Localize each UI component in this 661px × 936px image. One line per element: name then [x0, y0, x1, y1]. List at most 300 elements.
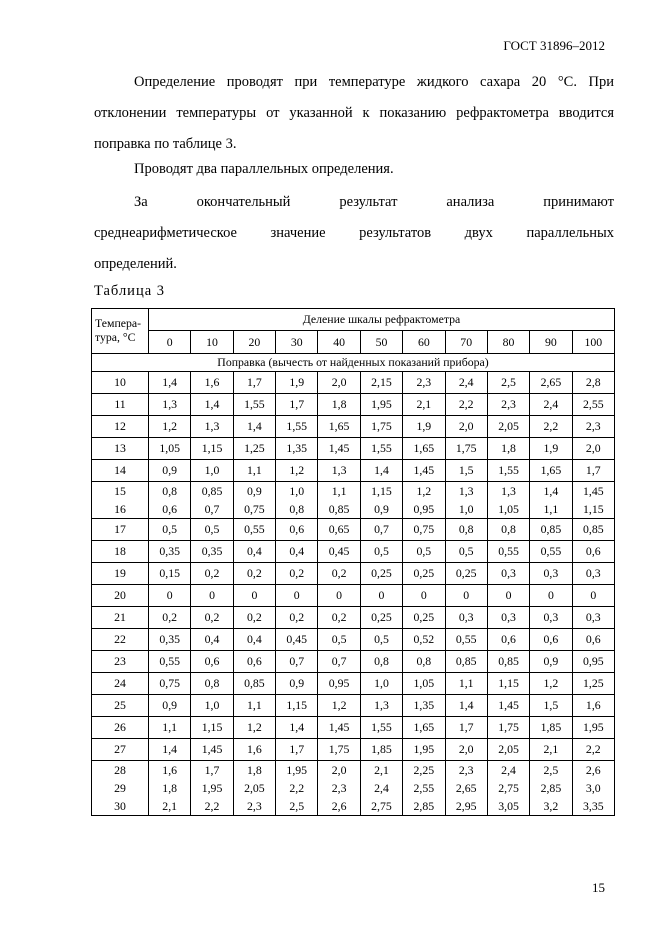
correction-cell [149, 394, 191, 416]
correction-value: 0,5 [458, 544, 474, 558]
paragraph-temperature [94, 67, 614, 160]
correction-cell [572, 372, 614, 394]
correction-value: 0,8 [204, 676, 220, 690]
correction-value: 1,2 [416, 484, 432, 498]
correction-value: 1,75 [455, 441, 477, 455]
correction-value: 1,2 [247, 720, 262, 734]
scale-column-header: 30 [276, 331, 318, 354]
temperature-cell [92, 739, 149, 761]
temperature-cell [92, 460, 149, 482]
temperature-cell [92, 541, 149, 563]
correction-cell [360, 607, 402, 629]
paragraph-text: Определение проводят при температуре жидкого сахара 20 °С. При отклонении температуры от указанной к показанию рефрактометра вводится поправка по таблице 3. [94, 74, 614, 152]
correction-cell [530, 416, 572, 438]
correction-cell [403, 739, 445, 761]
paragraph-line: За окончательный результат анализа принимают [134, 194, 614, 210]
correction-cell [403, 416, 445, 438]
correction-cell [318, 607, 360, 629]
correction-cell [191, 563, 233, 585]
correction-value: 0,4 [247, 632, 262, 646]
correction-value: 0,6 [162, 502, 178, 516]
temperature-cell [92, 394, 149, 416]
correction-value: 0 [166, 588, 173, 602]
correction-value: 0,3 [543, 610, 559, 624]
correction-cell [360, 438, 402, 460]
correction-value: 2,4 [501, 763, 516, 777]
correction-cell [233, 651, 275, 673]
correction-value: 1,4 [289, 720, 305, 734]
correction-cell [276, 629, 318, 651]
correction-cell [403, 607, 445, 629]
correction-cell [572, 416, 614, 438]
correction-value: 0,55 [540, 544, 562, 558]
temperature-cell [92, 761, 149, 816]
correction-value: 0,9 [543, 654, 559, 668]
table-row [92, 717, 615, 739]
correction-cell [572, 541, 614, 563]
table-row [92, 394, 615, 416]
correction-value: 0 [463, 588, 470, 602]
correction-cell [318, 372, 360, 394]
temperature-value: 16 [114, 502, 126, 516]
correction-cell [530, 585, 572, 607]
correction-value: 2,2 [458, 397, 474, 411]
temperature-cell [92, 629, 149, 651]
correction-cell [487, 438, 529, 460]
correction-value: 1,1 [247, 463, 262, 477]
correction-value: 1,9 [289, 375, 305, 389]
correction-value: 0 [420, 588, 427, 602]
correction-value: 1,4 [162, 742, 178, 756]
table-row [92, 585, 615, 607]
correction-value: 1,7 [289, 397, 305, 411]
correction-value: 1,95 [286, 763, 308, 777]
correction-value: 0,7 [331, 654, 347, 668]
correction-value: 0,9 [374, 502, 389, 516]
temperature-header-line: Темпера- [95, 316, 142, 330]
correction-cell [276, 651, 318, 673]
correction-cell [191, 651, 233, 673]
correction-value: 1,4 [247, 419, 262, 433]
correction-cell [530, 438, 572, 460]
correction-value: 0,2 [331, 566, 347, 580]
correction-value: 0,95 [413, 502, 435, 516]
correction-cell [360, 460, 402, 482]
correction-value: 0,35 [159, 544, 180, 558]
correction-cell [572, 482, 614, 519]
correction-value: 0 [547, 588, 554, 602]
correction-cell [191, 761, 233, 816]
correction-cell [445, 416, 487, 438]
correction-value: 0,2 [204, 610, 220, 624]
table-row [92, 761, 615, 816]
table-row [92, 438, 615, 460]
correction-value: 0,85 [328, 502, 350, 516]
correction-value: 1,85 [371, 742, 392, 756]
correction-cell [445, 563, 487, 585]
correction-value: 2,1 [543, 742, 559, 756]
table-row [92, 563, 615, 585]
correction-value: 1,35 [413, 698, 435, 712]
correction-value: 1,45 [201, 742, 223, 756]
correction-cell [572, 695, 614, 717]
correction-value: 1,0 [204, 463, 220, 477]
correction-cell [318, 673, 360, 695]
correction-value: 0,8 [458, 522, 474, 536]
correction-value: 1,0 [374, 676, 389, 690]
correction-cell [572, 563, 614, 585]
correction-cell [191, 673, 233, 695]
correction-cell [149, 607, 191, 629]
correction-cell [360, 739, 402, 761]
temperature-value: 22 [114, 632, 126, 646]
correction-value: 0,6 [247, 654, 262, 668]
scale-column-header: 40 [318, 331, 360, 354]
table-body [92, 372, 615, 816]
correction-value: 2,55 [582, 397, 604, 411]
correction-cell [530, 695, 572, 717]
correction-value: 1,3 [458, 484, 474, 498]
correction-cell [149, 541, 191, 563]
correction-cell [149, 438, 191, 460]
correction-cell [530, 651, 572, 673]
table-row [92, 739, 615, 761]
correction-cell [276, 607, 318, 629]
correction-value: 0,45 [328, 544, 350, 558]
temperature-value: 17 [114, 522, 126, 536]
correction-cell [487, 482, 529, 519]
correction-cell [233, 541, 275, 563]
correction-value: 0,35 [159, 632, 180, 646]
temperature-cell [92, 416, 149, 438]
paragraph-parallel [94, 154, 614, 185]
correction-value: 1,15 [371, 484, 392, 498]
correction-cell [530, 673, 572, 695]
table-row [92, 482, 615, 519]
correction-cell [445, 651, 487, 673]
correction-cell [360, 372, 402, 394]
correction-cell [149, 372, 191, 394]
correction-cell [360, 585, 402, 607]
correction-value: 3,05 [498, 799, 519, 813]
correction-cell [445, 673, 487, 695]
correction-value: 0,8 [501, 522, 516, 536]
correction-value: 0,3 [501, 566, 516, 580]
correction-value: 0,2 [331, 610, 347, 624]
page-number: 15 [592, 880, 605, 895]
correction-value: 2,85 [540, 781, 562, 795]
correction-value: 1,95 [582, 720, 604, 734]
correction-cell [191, 438, 233, 460]
correction-cell [445, 438, 487, 460]
correction-value: 2,95 [455, 799, 477, 813]
correction-value: 2,4 [458, 375, 474, 389]
correction-value: 0,7 [289, 654, 305, 668]
temperature-cell [92, 695, 149, 717]
correction-cell [530, 541, 572, 563]
correction-value: 2,4 [543, 397, 559, 411]
correction-cell [572, 651, 614, 673]
correction-value: 0,6 [204, 654, 220, 668]
correction-value: 0,6 [501, 632, 516, 646]
correction-cell [572, 607, 614, 629]
correction-cell [360, 695, 402, 717]
correction-value: 0,9 [289, 676, 305, 690]
correction-cell [572, 519, 614, 541]
correction-cell [318, 394, 360, 416]
correction-cell [149, 739, 191, 761]
temperature-value: 27 [114, 742, 126, 756]
correction-cell [487, 717, 529, 739]
correction-value: 1,1 [162, 720, 178, 734]
correction-value: 1,3 [204, 419, 220, 433]
correction-value: 0,75 [413, 522, 435, 536]
correction-value: 1,5 [543, 698, 559, 712]
scale-column-header: 60 [403, 331, 445, 354]
correction-cell [445, 629, 487, 651]
correction-cell [318, 519, 360, 541]
correction-value: 0 [251, 588, 258, 602]
correction-value: 1,25 [582, 676, 604, 690]
temperature-header [92, 309, 149, 354]
correction-cell [530, 739, 572, 761]
correction-value: 1,15 [201, 441, 223, 455]
temperature-value: 25 [114, 698, 126, 712]
correction-cell [572, 585, 614, 607]
correction-value: 0 [590, 588, 597, 602]
correction-value: 0 [209, 588, 215, 602]
paragraph-line: среднеарифметическое значение результатов двух параллельных [94, 225, 614, 241]
correction-value: 3,35 [582, 799, 604, 813]
correction-value: 1,0 [458, 502, 474, 516]
correction-value: 1,15 [498, 676, 519, 690]
temperature-value: 10 [114, 375, 126, 389]
correction-cell [149, 761, 191, 816]
correction-cell [445, 607, 487, 629]
table-row [92, 372, 615, 394]
correction-cell [487, 416, 529, 438]
table-row [92, 651, 615, 673]
correction-cell [149, 460, 191, 482]
correction-value: 1,55 [244, 397, 265, 411]
correction-value: 2,2 [204, 799, 220, 813]
correction-cell [318, 563, 360, 585]
correction-cell [191, 460, 233, 482]
correction-cell [445, 519, 487, 541]
paragraph-text: Проводят два параллельных определения. [134, 161, 394, 177]
correction-cell [572, 460, 614, 482]
correction-value: 2,65 [540, 375, 562, 389]
correction-value: 0,2 [204, 566, 220, 580]
correction-value: 2,05 [244, 781, 265, 795]
correction-cell [149, 673, 191, 695]
correction-value: 0,55 [455, 632, 477, 646]
correction-value: 1,95 [201, 781, 223, 795]
correction-value: 1,45 [582, 484, 604, 498]
correction-value: 1,0 [204, 698, 220, 712]
correction-value: 0,65 [328, 522, 350, 536]
correction-value: 0,25 [413, 566, 435, 580]
correction-cell [149, 629, 191, 651]
correction-value: 0,95 [328, 676, 350, 690]
correction-value: 1,4 [543, 484, 559, 498]
correction-value: 2,15 [371, 375, 392, 389]
correction-value: 0,2 [162, 610, 178, 624]
table-row [92, 519, 615, 541]
correction-value: 2,75 [371, 799, 392, 813]
correction-cell [276, 673, 318, 695]
correction-cell [276, 563, 318, 585]
correction-value: 1,65 [413, 720, 435, 734]
correction-value: 1,6 [247, 742, 262, 756]
correction-cell [487, 541, 529, 563]
correction-value: 0,7 [374, 522, 389, 536]
correction-cell [276, 519, 318, 541]
correction-cell [233, 673, 275, 695]
correction-value: 2,75 [498, 781, 519, 795]
correction-value: 1,2 [331, 698, 347, 712]
correction-cell [530, 372, 572, 394]
correction-cell [360, 541, 402, 563]
temperature-value: 11 [114, 397, 126, 411]
correction-value: 1,7 [458, 720, 474, 734]
correction-cell [403, 482, 445, 519]
correction-cell [318, 761, 360, 816]
correction-cell [360, 629, 402, 651]
correction-cell [276, 717, 318, 739]
correction-value: 1,45 [328, 441, 350, 455]
correction-value: 1,15 [286, 698, 308, 712]
temperature-value: 12 [114, 419, 126, 433]
correction-cell [233, 519, 275, 541]
correction-value: 0,8 [374, 654, 389, 668]
correction-value: 0,9 [162, 698, 178, 712]
correction-value: 2,3 [458, 763, 474, 777]
correction-value: 0,4 [247, 544, 262, 558]
correction-value: 0,45 [286, 632, 308, 646]
correction-cell [191, 695, 233, 717]
temperature-cell [92, 585, 149, 607]
scale-column-header: 50 [360, 331, 402, 354]
correction-cell [191, 629, 233, 651]
correction-value: 1,7 [289, 742, 305, 756]
correction-value: 1,45 [498, 698, 519, 712]
correction-value: 2,3 [331, 781, 347, 795]
temperature-value: 28 [114, 763, 126, 777]
correction-value: 2,8 [585, 375, 601, 389]
correction-cell [191, 394, 233, 416]
correction-cell [487, 629, 529, 651]
correction-value: 1,8 [331, 397, 347, 411]
correction-cell [318, 651, 360, 673]
correction-cell [360, 761, 402, 816]
correction-cell [445, 585, 487, 607]
correction-value: 0,85 [244, 676, 265, 690]
correction-cell [233, 739, 275, 761]
correction-value: 1,55 [371, 441, 392, 455]
correction-cell [149, 416, 191, 438]
correction-value: 1,2 [543, 676, 559, 690]
correction-cell [403, 695, 445, 717]
correction-cell [360, 717, 402, 739]
correction-value: 2,2 [543, 419, 559, 433]
correction-value: 2,85 [413, 799, 435, 813]
correction-cell [233, 607, 275, 629]
paragraph-line: определений. [94, 256, 177, 272]
correction-caption: Поправка (вычесть от найденных показаний прибора) [92, 354, 615, 372]
correction-cell [530, 717, 572, 739]
temperature-cell [92, 563, 149, 585]
correction-cell [318, 739, 360, 761]
correction-cell [445, 372, 487, 394]
correction-value: 2,1 [374, 763, 389, 777]
correction-table [91, 308, 615, 816]
correction-cell [487, 585, 529, 607]
temperature-value: 15 [114, 484, 126, 498]
correction-cell [445, 394, 487, 416]
table-row [92, 460, 615, 482]
correction-value: 0,6 [289, 522, 305, 536]
correction-value: 0,5 [416, 544, 432, 558]
scale-column-header: 70 [445, 331, 487, 354]
correction-value: 1,85 [540, 720, 562, 734]
correction-cell [445, 460, 487, 482]
correction-value: 1,15 [201, 720, 223, 734]
correction-value: 0,15 [159, 566, 180, 580]
correction-cell [276, 460, 318, 482]
correction-value: 0,5 [374, 544, 389, 558]
temperature-cell [92, 607, 149, 629]
scale-column-header: 100 [572, 331, 614, 354]
correction-value: 2,0 [331, 375, 347, 389]
correction-value: 2,65 [455, 781, 477, 795]
correction-value: 1,55 [371, 720, 392, 734]
correction-cell [233, 372, 275, 394]
correction-value: 0,3 [585, 610, 601, 624]
correction-value: 0,8 [289, 502, 305, 516]
correction-cell [191, 607, 233, 629]
correction-cell [276, 761, 318, 816]
correction-value: 0,3 [543, 566, 559, 580]
correction-value: 0,3 [458, 610, 474, 624]
correction-value: 0,85 [498, 654, 519, 668]
correction-cell [445, 717, 487, 739]
correction-value: 2,5 [289, 799, 305, 813]
correction-cell [487, 460, 529, 482]
correction-value: 0,5 [162, 522, 178, 536]
correction-value: 2,0 [458, 419, 474, 433]
correction-value: 2,3 [585, 419, 601, 433]
scale-columns-row [92, 331, 615, 354]
correction-cell [445, 695, 487, 717]
correction-cell [233, 629, 275, 651]
correction-cell [530, 761, 572, 816]
correction-value: 0,52 [413, 632, 435, 646]
correction-cell [403, 372, 445, 394]
correction-cell [530, 460, 572, 482]
correction-cell [530, 629, 572, 651]
correction-cell [487, 695, 529, 717]
correction-cell [572, 394, 614, 416]
correction-cell [572, 629, 614, 651]
correction-value: 1,95 [371, 397, 392, 411]
table-row [92, 695, 615, 717]
temperature-cell [92, 482, 149, 519]
correction-value: 0,2 [289, 566, 305, 580]
document-header: ГОСТ 31896–2012 [503, 38, 605, 53]
correction-value: 2,6 [331, 799, 347, 813]
correction-value: 1,1 [331, 484, 347, 498]
